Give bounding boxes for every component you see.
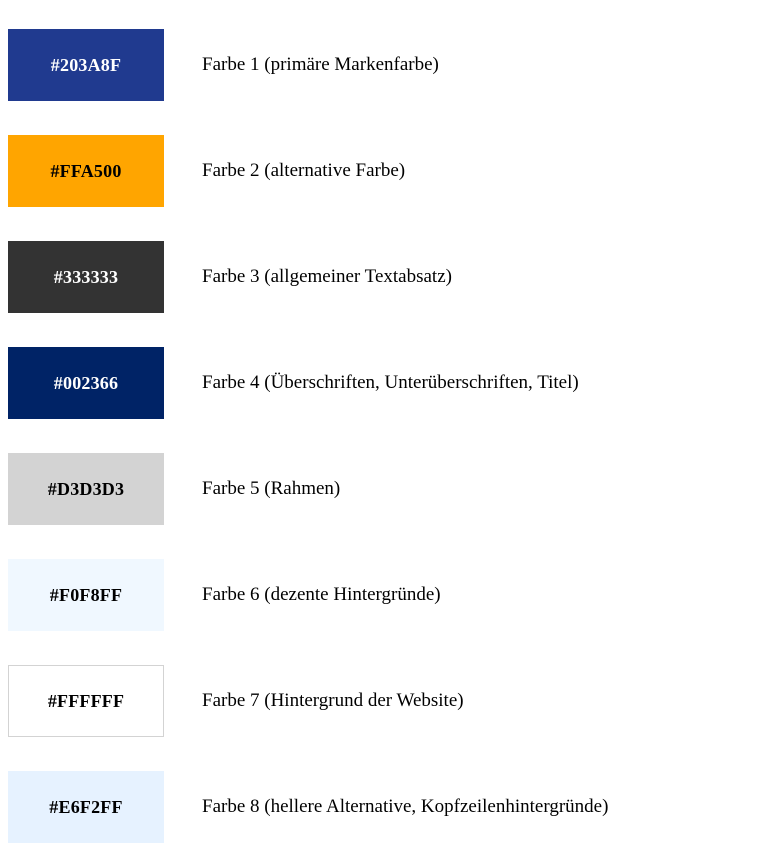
- color-swatch: [8, 665, 164, 737]
- color-swatch: [8, 453, 164, 525]
- color-description: Farbe 2 (alternative Farbe): [202, 160, 406, 182]
- color-description: Farbe 1 (primäre Markenfarbe): [202, 54, 439, 76]
- color-description: Farbe 8 (hellere Alternative, Kopfzeilenhintergründe): [202, 796, 609, 818]
- color-hex-label: #333333: [53, 266, 119, 287]
- color-row: [0, 224, 776, 330]
- color-description: Farbe 3 (allgemeiner Textabsatz): [202, 266, 452, 288]
- color-hex-label: #002366: [53, 372, 119, 393]
- color-row: [0, 12, 776, 118]
- color-swatch: [8, 559, 164, 631]
- color-row: [0, 542, 776, 648]
- color-description: Farbe 4 (Überschriften, Unterüberschriften, Titel): [202, 372, 579, 394]
- color-swatch: [8, 29, 164, 101]
- color-description: Farbe 6 (dezente Hintergründe): [202, 584, 441, 606]
- color-hex-label: #FFFFFF: [47, 690, 125, 711]
- color-hex-label: #203A8F: [50, 54, 122, 75]
- color-row: [0, 436, 776, 542]
- color-row: [0, 118, 776, 224]
- color-row: [0, 648, 776, 754]
- color-hex-label: #D3D3D3: [47, 478, 125, 499]
- color-swatch: [8, 771, 164, 843]
- color-swatch: [8, 135, 164, 207]
- color-swatch: [8, 347, 164, 419]
- color-hex-label: #E6F2FF: [49, 796, 123, 817]
- color-swatch: [8, 241, 164, 313]
- color-hex-label: #FFA500: [50, 160, 122, 181]
- color-row: [0, 330, 776, 436]
- color-row: [0, 754, 776, 860]
- color-description: Farbe 5 (Rahmen): [202, 478, 341, 500]
- color-hex-label: #F0F8FF: [49, 584, 123, 605]
- color-description: Farbe 7 (Hintergrund der Website): [202, 690, 464, 712]
